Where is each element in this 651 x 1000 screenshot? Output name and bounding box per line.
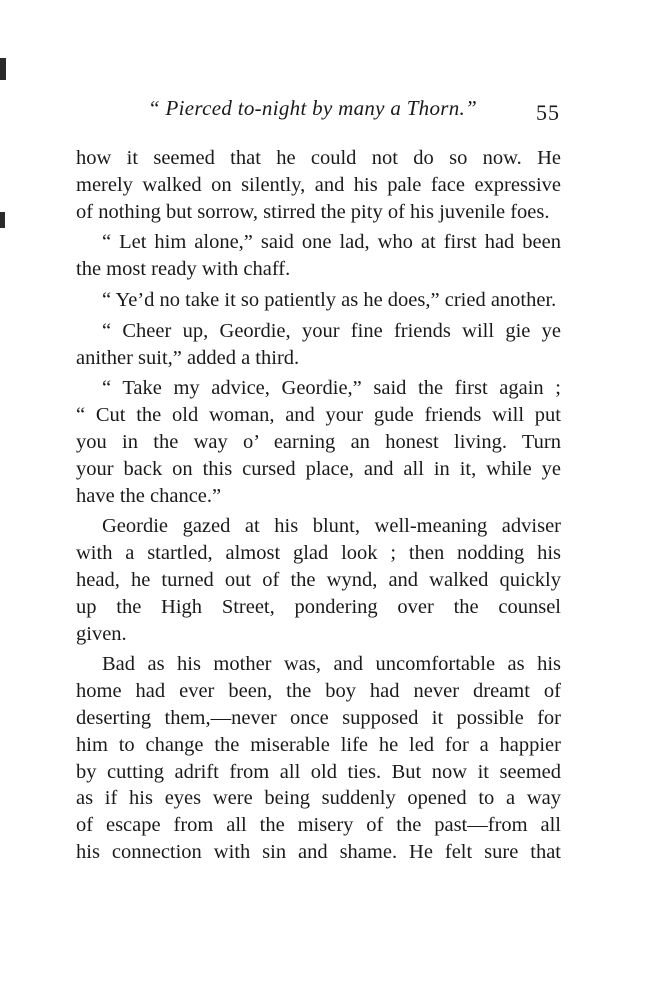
text-line: as if his eyes were being suddenly opened to a way <box>76 787 561 810</box>
text-line: “ Ye’d no take it so patiently as he does,” cried another. <box>102 288 557 311</box>
text-line: deserting them,—never once supposed it possible for <box>76 706 561 729</box>
running-title: “ Pierced to-night by many a Thorn.” <box>148 96 478 120</box>
body-text <box>76 145 561 866</box>
text-line: “ Cheer up, Geordie, your fine friends will gie ye <box>102 319 561 342</box>
text-line: Bad as his mother was, and uncomfortable as his <box>102 653 561 676</box>
text-line: given. <box>76 622 127 645</box>
text-line: “ Cut the old woman, and your gude friends will put <box>76 404 561 427</box>
text-line: head, he turned out of the wynd, and walked quickly <box>76 568 561 591</box>
text-line: you in the way o’ earning an honest living. Turn <box>76 430 561 453</box>
text-line: the most ready with chaff. <box>76 258 291 281</box>
text-line: merely walked on silently, and his pale face expressive <box>76 173 561 196</box>
text-line: him to change the miserable life he led for a happier <box>76 733 561 756</box>
text-line: your back on this cursed place, and all in it, while ye <box>76 457 561 480</box>
text-line: Geordie gazed at his blunt, well-meaning adviser <box>102 515 561 538</box>
text-line: “ Take my advice, Geordie,” said the first again ; <box>102 377 561 400</box>
text-line: have the chance.” <box>76 484 222 507</box>
page-header <box>140 92 560 132</box>
text-line: of escape from all the misery of the past—from all <box>76 814 561 837</box>
text-line: anither suit,” added a third. <box>76 346 300 369</box>
text-line: how it seemed that he could not do so now. He <box>76 147 561 169</box>
page-edge-mark <box>0 212 5 228</box>
text-line: with a startled, almost glad look ; then nodding his <box>76 542 561 565</box>
text-line: “ Let him alone,” said one lad, who at first had been <box>102 231 561 254</box>
text-line: of nothing but sorrow, stirred the pity of his juvenile foes. <box>76 200 550 223</box>
page-edge-mark <box>0 58 6 80</box>
text-line: up the High Street, pondering over the counsel <box>76 595 561 618</box>
text-line: by cutting adrift from all old ties. But now it seemed <box>76 760 561 783</box>
text-line: his connection with sin and shame. He felt sure that <box>76 840 561 863</box>
text-line: home had ever been, the boy had never dreamt of <box>76 680 561 703</box>
page-number: 55 <box>536 100 560 125</box>
